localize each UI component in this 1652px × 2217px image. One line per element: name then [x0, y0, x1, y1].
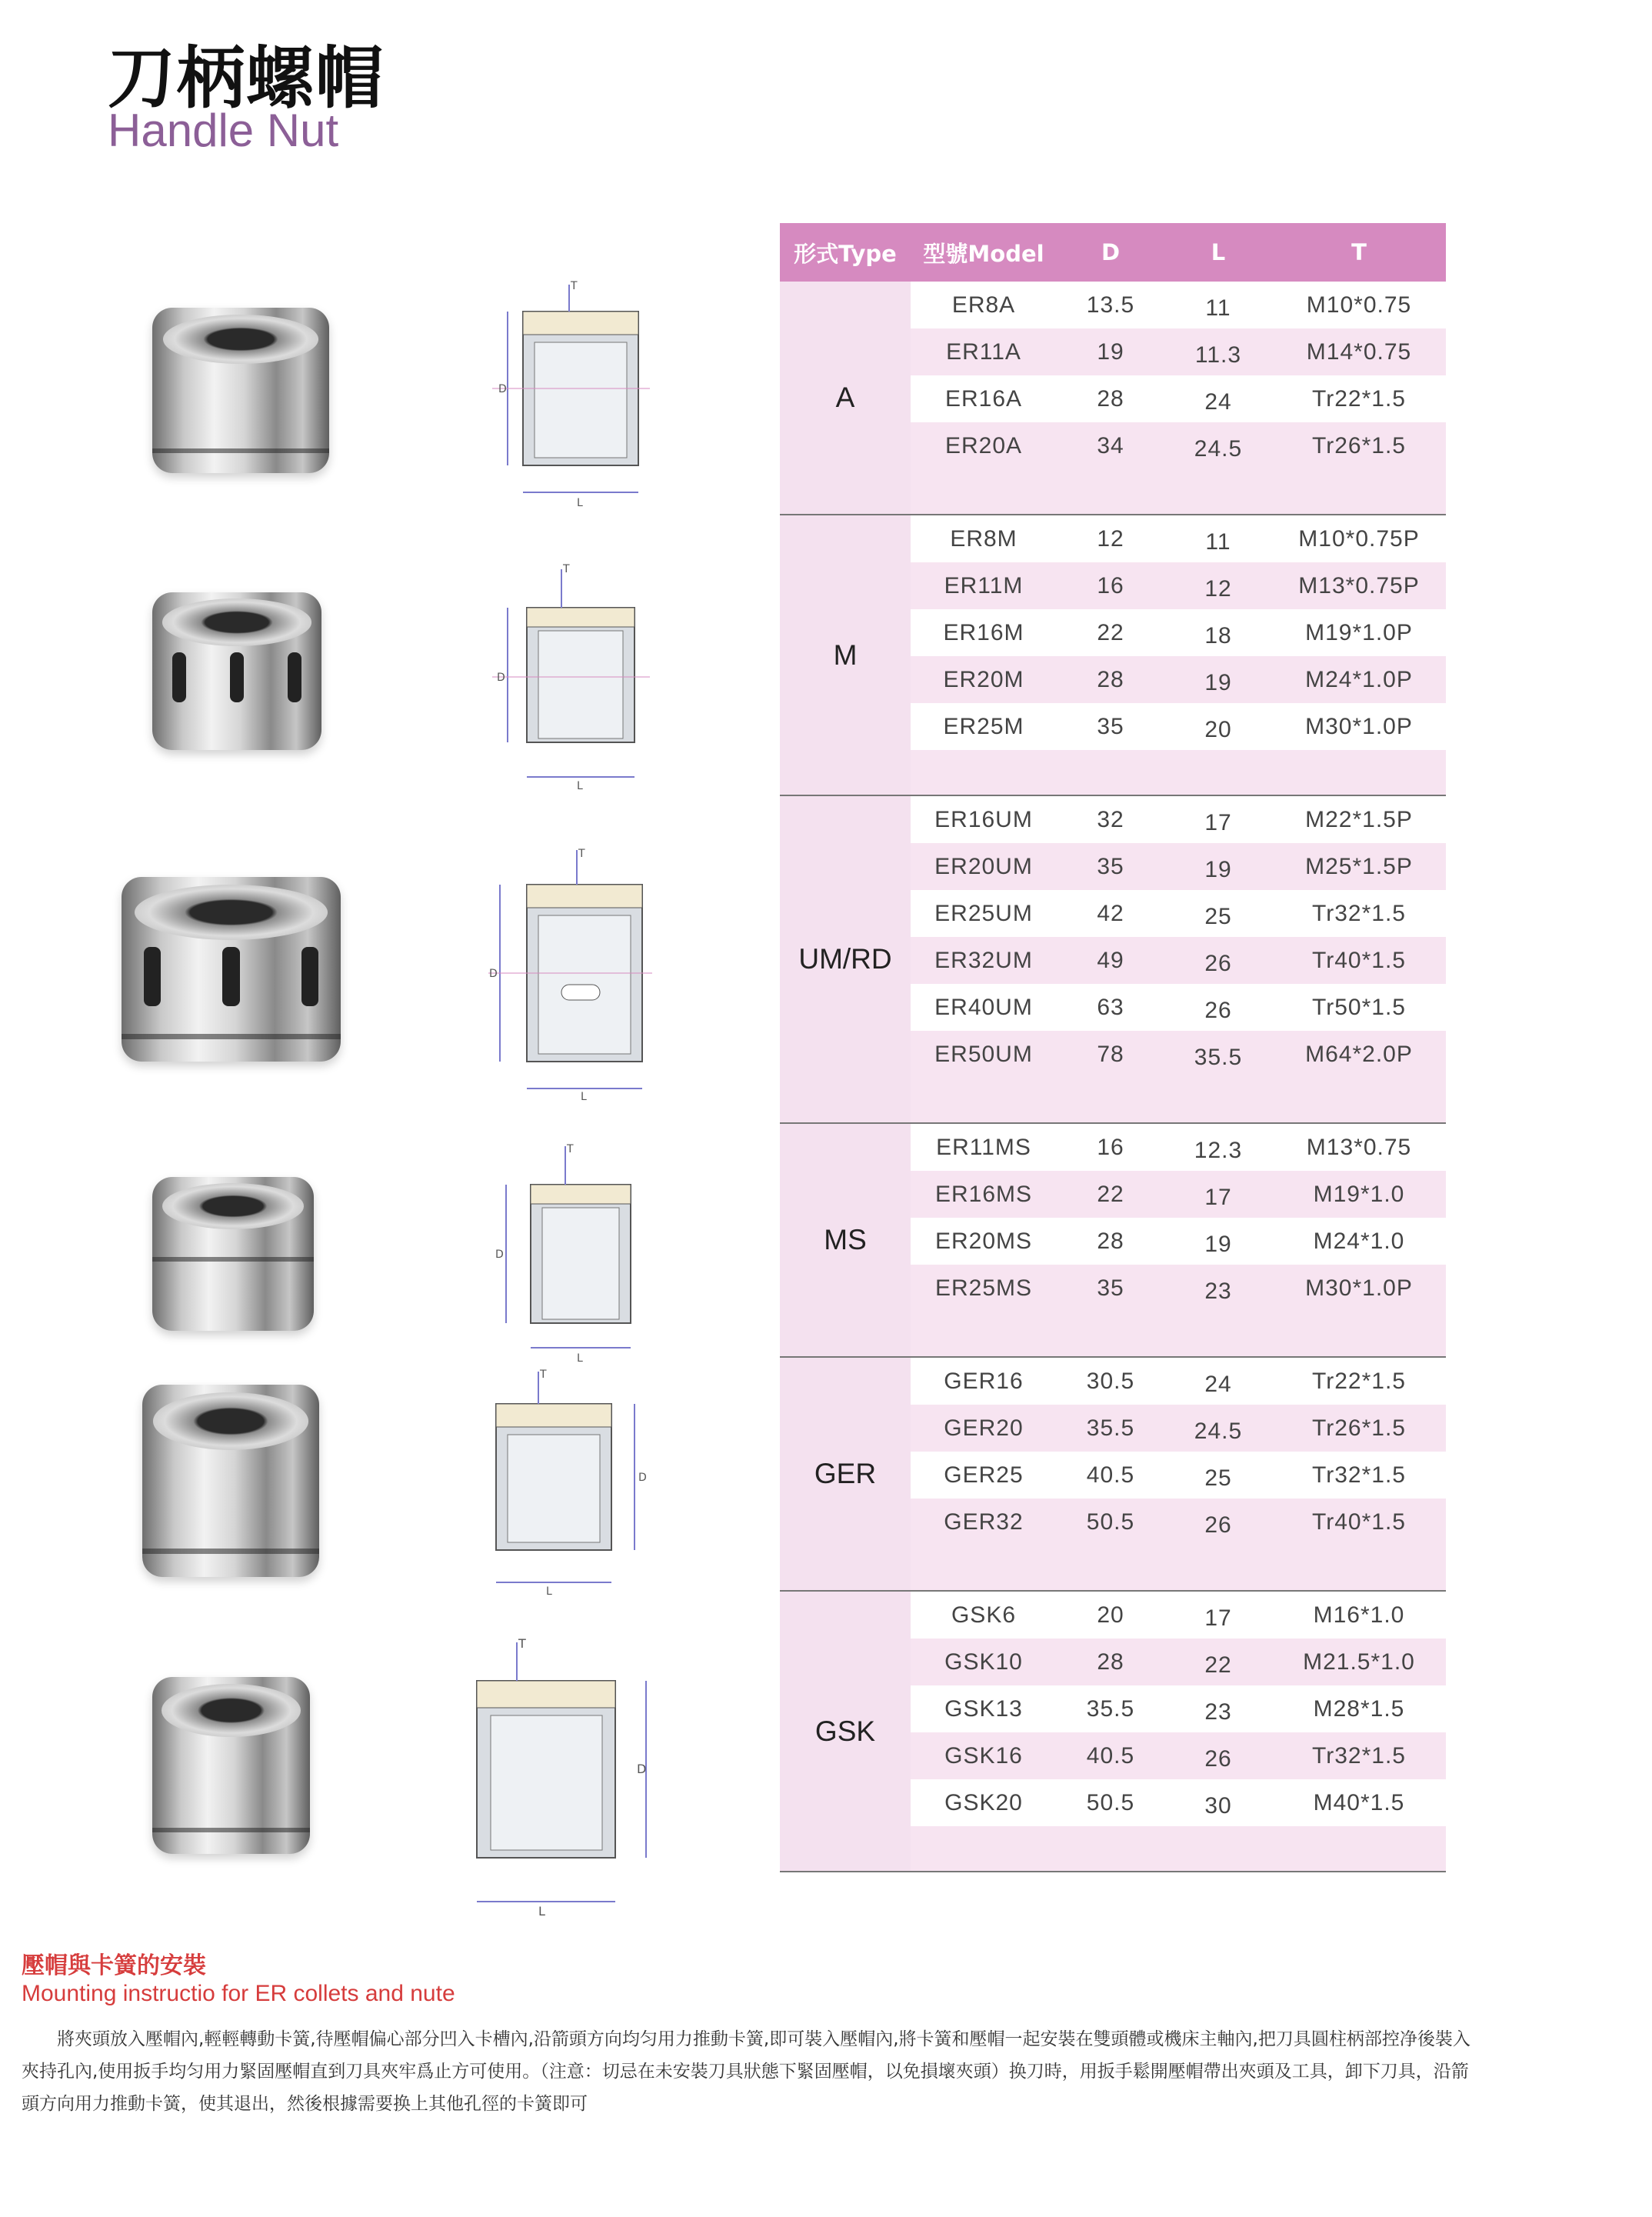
- group-rows: [911, 282, 1446, 514]
- table-row: [911, 328, 1446, 375]
- cell-model: GER20: [944, 1415, 1024, 1441]
- cell-l: 26: [1204, 950, 1232, 976]
- cell-d: 49: [1097, 947, 1124, 973]
- drawing-a: [477, 277, 661, 515]
- cell-l: 24.5: [1194, 435, 1243, 462]
- nut-band: [152, 1257, 314, 1262]
- table-row: [911, 1779, 1446, 1826]
- table-row: [911, 609, 1446, 656]
- cell-model: GSK6: [951, 1602, 1017, 1628]
- product-photo-m: [152, 592, 321, 750]
- label-d: D: [495, 1249, 504, 1261]
- label-t: T: [571, 280, 578, 292]
- table-row: [911, 1405, 1446, 1452]
- page-title-en: Handle Nut: [108, 105, 339, 156]
- cell-l: 24.5: [1194, 1418, 1243, 1444]
- table-row: [911, 843, 1446, 890]
- install-title-en: Mounting instructio for ER collets and nute: [22, 1981, 455, 2006]
- drawing-m: [477, 554, 661, 792]
- cell-l: 11.3: [1194, 342, 1242, 368]
- cell-model: ER20UM: [934, 853, 1033, 879]
- cell-l: 11: [1205, 528, 1231, 555]
- cell-l: 19: [1204, 669, 1232, 695]
- cell-model: GSK20: [944, 1789, 1023, 1815]
- cell-d: 35: [1097, 853, 1124, 879]
- table-row: [911, 1265, 1446, 1312]
- cell-t: Tr50*1.5: [1312, 994, 1406, 1020]
- cell-t: M24*1.0P: [1305, 666, 1413, 692]
- cell-l: 23: [1204, 1278, 1232, 1304]
- cell-model: GSK10: [944, 1649, 1023, 1675]
- nut-bore: [153, 1392, 308, 1450]
- cell-l: 22: [1204, 1652, 1232, 1678]
- label-t: T: [518, 1636, 526, 1651]
- cell-l: 35.5: [1194, 1044, 1243, 1070]
- cell-l: 25: [1204, 903, 1232, 929]
- cell-model: GSK16: [944, 1742, 1023, 1769]
- cell-model: ER25M: [943, 713, 1024, 739]
- cell-model: ER16UM: [934, 806, 1033, 832]
- cell-model: ER16MS: [934, 1181, 1033, 1207]
- table-row: [911, 1685, 1446, 1732]
- table-group: [780, 1124, 1446, 1358]
- table-row: [911, 1218, 1446, 1265]
- table-row: [911, 1592, 1446, 1639]
- label-t: T: [567, 1143, 574, 1155]
- cell-t: Tr32*1.5: [1312, 1462, 1406, 1488]
- cell-model: GER32: [944, 1509, 1024, 1535]
- label-l: L: [577, 497, 583, 509]
- cell-l: 24: [1204, 1371, 1232, 1397]
- page-title-cn: 刀柄螺帽: [108, 38, 385, 118]
- cell-l: 11: [1205, 295, 1231, 321]
- nut-bore: [135, 885, 328, 940]
- table-row: [911, 422, 1446, 469]
- table-group: [780, 1358, 1446, 1592]
- group-rows: [911, 796, 1446, 1122]
- nut-bore: [162, 598, 311, 646]
- cell-t: M24*1.0: [1313, 1228, 1405, 1254]
- type-cell: A: [780, 282, 911, 514]
- cell-d: 22: [1097, 1181, 1124, 1207]
- product-photo-a: [152, 308, 329, 473]
- nut-band: [152, 448, 329, 453]
- cell-d: 40.5: [1086, 1462, 1135, 1488]
- label-l: L: [577, 780, 583, 792]
- label-d: D: [489, 968, 498, 980]
- table-group: [780, 282, 1446, 515]
- cell-d: 78: [1097, 1041, 1124, 1067]
- header-model: 型號Model: [923, 240, 1044, 267]
- label-l: L: [577, 1352, 583, 1365]
- table-row: [911, 562, 1446, 609]
- table-row: [911, 1124, 1446, 1171]
- group-spacer: [911, 1545, 1446, 1590]
- cell-l: 25: [1204, 1465, 1232, 1491]
- table-row: [911, 375, 1446, 422]
- table-row: [911, 1452, 1446, 1499]
- cell-t: M28*1.5: [1313, 1695, 1405, 1722]
- cell-t: Tr22*1.5: [1312, 385, 1406, 412]
- cell-model: ER32UM: [934, 947, 1033, 973]
- cell-model: ER16A: [944, 385, 1023, 412]
- cell-t: M10*0.75P: [1298, 525, 1420, 552]
- cell-model: ER20M: [943, 666, 1024, 692]
- cell-model: GER16: [944, 1368, 1024, 1394]
- cell-l: 18: [1204, 622, 1232, 648]
- cell-d: 22: [1097, 619, 1124, 645]
- cell-model: ER25MS: [934, 1275, 1033, 1301]
- cell-t: M19*1.0P: [1305, 619, 1413, 645]
- group-spacer: [911, 469, 1446, 514]
- cell-l: 19: [1204, 856, 1232, 882]
- cell-model: ER20A: [944, 432, 1023, 458]
- drawing-um: [477, 846, 661, 1100]
- label-t: T: [563, 563, 570, 575]
- cell-l: 26: [1204, 1512, 1232, 1538]
- table-row: [911, 515, 1446, 562]
- label-t: T: [540, 1369, 547, 1381]
- label-t: T: [578, 848, 585, 860]
- header-type: 形式Type: [794, 240, 897, 267]
- cell-l: 19: [1204, 1231, 1232, 1257]
- table-row: [911, 937, 1446, 984]
- cell-model: ER16M: [943, 619, 1024, 645]
- nut-slot: [222, 947, 240, 1006]
- nut-bore: [162, 1684, 300, 1737]
- cell-d: 50.5: [1086, 1509, 1135, 1535]
- table-row: [911, 282, 1446, 328]
- cell-d: 50.5: [1086, 1789, 1135, 1815]
- table-row: [911, 1499, 1446, 1545]
- header-d: D: [1101, 239, 1121, 265]
- table-row: [911, 984, 1446, 1031]
- label-d: D: [638, 1472, 647, 1484]
- cell-d: 28: [1097, 666, 1124, 692]
- cell-t: M21.5*1.0: [1303, 1649, 1415, 1675]
- install-body: 將夾頭放入壓帽內,輕輕轉動卡簧,待壓帽偏心部分凹入卡槽內,沿箭頭方向均匀用力推動卡簧,即可裝入壓帽內,將卡簧和壓帽一起安裝在雙頭體或機床主軸內,把刀具圓柱柄部控净後裝入夾持孔內,使用扳手均匀用力緊固壓帽直到刀具夾牢爲止方可使用。（注意：切忌在未安裝刀具狀態下緊固壓帽，以免損壞夾頭）换刀時，用扳手鬆開壓帽帶出夾頭及工具，卸下刀具，沿箭頭方向用力推動卡簧，使其退出，然後根據需要换上其他孔徑的卡簧即可: [22, 2029, 1470, 2114]
- spec-table: [780, 223, 1446, 1872]
- cell-d: 35.5: [1086, 1415, 1135, 1441]
- cell-d: 35.5: [1086, 1695, 1135, 1722]
- cell-t: Tr32*1.5: [1312, 900, 1406, 926]
- cell-model: GSK13: [944, 1695, 1023, 1722]
- cell-l: 23: [1204, 1699, 1232, 1725]
- cell-d: 40.5: [1086, 1742, 1135, 1769]
- cell-l: 17: [1204, 1184, 1232, 1210]
- cell-t: M64*2.0P: [1305, 1041, 1413, 1067]
- cell-l: 12: [1204, 575, 1232, 602]
- label-d: D: [498, 383, 507, 395]
- nut-slot: [230, 652, 244, 703]
- cell-d: 42: [1097, 900, 1124, 926]
- label-d: D: [637, 1762, 647, 1776]
- nut-band: [122, 1034, 341, 1039]
- cell-d: 34: [1097, 432, 1124, 458]
- cell-l: 26: [1204, 1745, 1232, 1772]
- cell-t: M16*1.0: [1313, 1602, 1405, 1628]
- header-t: T: [1351, 239, 1367, 265]
- type-cell: M: [780, 515, 911, 795]
- cell-t: M30*1.0P: [1305, 713, 1413, 739]
- type-cell: MS: [780, 1124, 911, 1356]
- cell-d: 63: [1097, 994, 1124, 1020]
- drawing-gsk: [461, 1631, 661, 1923]
- table-body: [780, 282, 1446, 1872]
- cell-d: 35: [1097, 1275, 1124, 1301]
- cell-model: ER11A: [946, 338, 1021, 365]
- cell-model: ER20MS: [934, 1228, 1033, 1254]
- cell-t: Tr26*1.5: [1312, 432, 1406, 458]
- cell-t: Tr26*1.5: [1312, 1415, 1406, 1441]
- label-l: L: [581, 1091, 587, 1100]
- cell-d: 28: [1097, 1649, 1124, 1675]
- nut-slot: [288, 652, 301, 703]
- cell-d: 16: [1097, 572, 1124, 598]
- cell-model: ER8M: [950, 525, 1018, 552]
- drawing-ger: [477, 1365, 661, 1596]
- cell-t: M25*1.5P: [1305, 853, 1413, 879]
- cell-d: 28: [1097, 385, 1124, 412]
- cell-model: ER11M: [944, 572, 1024, 598]
- table-row: [911, 1639, 1446, 1685]
- label-d: D: [497, 672, 505, 684]
- cell-t: M14*0.75: [1306, 338, 1412, 365]
- nut-slot: [172, 652, 186, 703]
- cell-t: Tr40*1.5: [1312, 947, 1406, 973]
- cell-t: M10*0.75: [1306, 292, 1412, 318]
- type-cell: UM/RD: [780, 796, 911, 1122]
- table-row: [911, 1732, 1446, 1779]
- cell-t: M30*1.0P: [1305, 1275, 1413, 1301]
- cell-d: 35: [1097, 713, 1124, 739]
- cell-l: 20: [1204, 716, 1232, 742]
- nut-slot: [144, 947, 162, 1006]
- cell-d: 19: [1097, 338, 1124, 365]
- cell-d: 13.5: [1086, 292, 1135, 318]
- table-group: [780, 796, 1446, 1124]
- table-header: [780, 223, 1446, 282]
- group-rows: [911, 515, 1446, 795]
- drawing-ms: [477, 1139, 661, 1369]
- group-spacer: [911, 1312, 1446, 1356]
- cell-l: 17: [1204, 1605, 1232, 1631]
- cell-model: GER25: [944, 1462, 1024, 1488]
- product-photo-um: [122, 877, 341, 1062]
- cell-t: M13*0.75: [1306, 1134, 1412, 1160]
- cell-l: 30: [1204, 1792, 1232, 1819]
- table-row: [911, 796, 1446, 843]
- cell-t: Tr22*1.5: [1312, 1368, 1406, 1394]
- table-row: [911, 1171, 1446, 1218]
- cell-d: 32: [1097, 806, 1124, 832]
- product-photo-ger: [142, 1385, 319, 1577]
- cell-t: Tr40*1.5: [1312, 1509, 1406, 1535]
- cell-d: 28: [1097, 1228, 1124, 1254]
- group-spacer: [911, 1078, 1446, 1122]
- group-spacer: [911, 1826, 1446, 1871]
- type-cell: GSK: [780, 1592, 911, 1871]
- product-photo-gsk: [152, 1677, 310, 1854]
- cell-model: ER40UM: [934, 994, 1033, 1020]
- group-rows: [911, 1358, 1446, 1590]
- cell-l: 24: [1204, 388, 1232, 415]
- table-row: [911, 890, 1446, 937]
- table-group: [780, 515, 1446, 796]
- cell-model: ER25UM: [934, 900, 1033, 926]
- table-row: [911, 1358, 1446, 1405]
- nut-bore: [163, 315, 318, 365]
- group-rows: [911, 1124, 1446, 1356]
- label-l: L: [546, 1585, 552, 1596]
- cell-model: ER50UM: [934, 1041, 1033, 1067]
- cell-l: 12.3: [1194, 1137, 1243, 1163]
- product-photo-ms: [152, 1177, 314, 1331]
- table-row: [911, 1031, 1446, 1078]
- cell-t: M13*0.75P: [1298, 572, 1420, 598]
- cell-d: 16: [1097, 1134, 1124, 1160]
- install-title-cn: 壓帽與卡簧的安裝: [22, 1952, 206, 1979]
- cell-l: 26: [1204, 997, 1232, 1023]
- cell-model: ER11MS: [936, 1134, 1031, 1160]
- nut-bore: [162, 1183, 305, 1229]
- cell-t: M19*1.0: [1313, 1181, 1405, 1207]
- cell-t: M40*1.5: [1313, 1789, 1405, 1815]
- header-l: L: [1211, 239, 1226, 265]
- cell-model: ER8A: [951, 292, 1016, 318]
- label-l: L: [538, 1904, 545, 1919]
- cell-l: 17: [1204, 809, 1232, 835]
- cell-t: M22*1.5P: [1305, 806, 1413, 832]
- nut-band: [142, 1549, 319, 1555]
- table-group: [780, 1592, 1446, 1872]
- group-spacer: [911, 750, 1446, 795]
- table-row: [911, 656, 1446, 703]
- cell-d: 30.5: [1086, 1368, 1135, 1394]
- table-row: [911, 703, 1446, 750]
- cell-d: 12: [1097, 525, 1124, 552]
- group-rows: [911, 1592, 1446, 1871]
- nut-band: [152, 1828, 310, 1833]
- cell-t: Tr32*1.5: [1312, 1742, 1406, 1769]
- type-cell: GER: [780, 1358, 911, 1590]
- cell-d: 20: [1097, 1602, 1124, 1628]
- nut-slot: [301, 947, 319, 1006]
